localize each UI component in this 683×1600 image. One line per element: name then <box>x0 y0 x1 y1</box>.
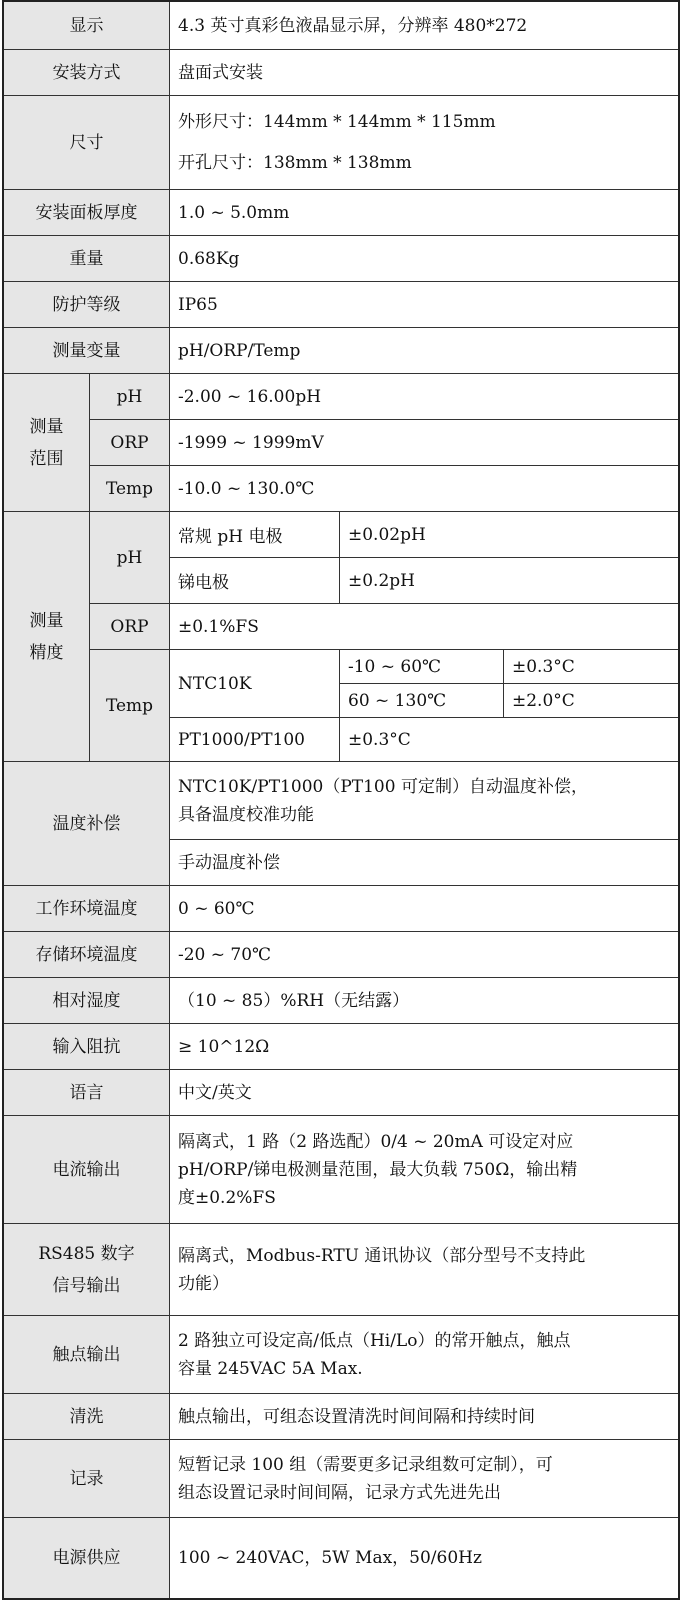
contact-line1: 2 路独立可设定高/低点（Hi/Lo）的常开触点，触点 <box>178 1330 571 1351</box>
row-label-accuracy <box>4 512 90 762</box>
row-label-rs485 <box>4 1224 170 1316</box>
row-value-impedance: ≥ 10^12Ω <box>170 1024 678 1070</box>
accuracy-label-line2: 精度 <box>29 642 64 663</box>
rs485-line2: 功能） <box>178 1273 229 1294</box>
row-label-contact: 触点输出 <box>4 1316 170 1394</box>
accuracy-ntc-value2: ±2.0°C <box>504 684 678 718</box>
tempcomp-line2: 具备温度校准功能 <box>178 804 314 825</box>
accuracy-orp-value: ±0.1%FS <box>170 604 678 650</box>
current-line3: 度±0.2%FS <box>178 1187 276 1208</box>
row-value-weight: 0.68Kg <box>170 236 678 282</box>
contact-line2: 容量 245VAC 5A Max. <box>178 1358 363 1379</box>
row-label-record: 记录 <box>4 1440 170 1518</box>
accuracy-ntc-value1: ±0.3°C <box>504 650 678 684</box>
range-label-line1: 测量 <box>29 416 64 437</box>
row-value-rs485 <box>170 1224 678 1316</box>
row-label-protect: 防护等级 <box>4 282 170 328</box>
rs485-label-line1: RS485 数字 <box>38 1243 135 1264</box>
row-value-tempcomp-auto <box>170 762 678 840</box>
row-label-panel: 安装面板厚度 <box>4 190 170 236</box>
record-line1: 短暂记录 100 组（需要更多记录组数可定制），可 <box>178 1454 553 1475</box>
range-ph-value: -2.00 ~ 16.00pH <box>170 374 678 420</box>
accuracy-ntc-range1: -10 ~ 60℃ <box>340 650 504 684</box>
row-label-tempcomp: 温度补偿 <box>4 762 170 886</box>
row-value-contact <box>170 1316 678 1394</box>
accuracy-ph-row2-value: ±0.2pH <box>340 558 678 604</box>
accuracy-temp-label: Temp <box>90 650 170 762</box>
row-label-clean: 清洗 <box>4 1394 170 1440</box>
row-value-tempcomp-manual: 手动温度补偿 <box>170 840 678 886</box>
current-line2: pH/ORP/锑电极测量范围，最大负载 750Ω，输出精 <box>178 1159 578 1180</box>
accuracy-ph-label: pH <box>90 512 170 604</box>
row-value-language: 中文/英文 <box>170 1070 678 1116</box>
size-cutout: 开孔尺寸：138mm * 138mm <box>178 152 412 173</box>
row-value-store-temp: -20 ~ 70℃ <box>170 932 678 978</box>
row-label-install: 安装方式 <box>4 50 170 96</box>
row-label-humidity: 相对湿度 <box>4 978 170 1024</box>
rs485-line1: 隔离式，Modbus-RTU 通讯协议（部分型号不支持此 <box>178 1245 586 1266</box>
row-value-install: 盘面式安装 <box>170 50 678 96</box>
row-value-display: 4.3 英寸真彩色液晶显示屏，分辨率 480*272 <box>170 2 678 50</box>
accuracy-pt-name: PT1000/PT100 <box>170 718 340 762</box>
row-label-work-temp: 工作环境温度 <box>4 886 170 932</box>
row-label-impedance: 输入阻抗 <box>4 1024 170 1070</box>
row-value-current <box>170 1116 678 1224</box>
accuracy-ph-row2-name: 锑电极 <box>170 558 340 604</box>
row-value-protect: IP65 <box>170 282 678 328</box>
range-label-line2: 范围 <box>29 448 64 469</box>
current-line1: 隔离式，1 路（2 路选配）0/4 ~ 20mA 可设定对应 <box>178 1131 574 1152</box>
row-value-record <box>170 1440 678 1518</box>
row-value-humidity: （10 ~ 85）%RH（无结露） <box>170 978 678 1024</box>
size-outer: 外形尺寸：144mm * 144mm * 115mm <box>178 112 496 133</box>
row-value-work-temp: 0 ~ 60℃ <box>170 886 678 932</box>
range-temp-label: Temp <box>90 466 170 512</box>
range-orp-value: -1999 ~ 1999mV <box>170 420 678 466</box>
row-label-store-temp: 存储环境温度 <box>4 932 170 978</box>
row-label-language: 语言 <box>4 1070 170 1116</box>
row-label-current: 电流输出 <box>4 1116 170 1224</box>
row-label-size: 尺寸 <box>4 96 170 190</box>
range-orp-label: ORP <box>90 420 170 466</box>
row-value-panel: 1.0 ~ 5.0mm <box>170 190 678 236</box>
accuracy-ph-row1-value: ±0.02pH <box>340 512 678 558</box>
accuracy-orp-label: ORP <box>90 604 170 650</box>
spec-table <box>2 0 680 1600</box>
row-label-display: 显示 <box>4 2 170 50</box>
accuracy-ntc-name: NTC10K <box>170 650 340 718</box>
row-value-clean: 触点输出，可组态设置清洗时间间隔和持续时间 <box>170 1394 678 1440</box>
row-label-power: 电源供应 <box>4 1518 170 1598</box>
row-value-size <box>170 96 678 190</box>
accuracy-label-line1: 测量 <box>29 610 64 631</box>
record-line2: 组态设置记录时间间隔，记录方式先进先出 <box>178 1482 501 1503</box>
accuracy-pt-value: ±0.3°C <box>340 718 678 762</box>
row-label-weight: 重量 <box>4 236 170 282</box>
rs485-label-line2: 信号输出 <box>52 1275 121 1296</box>
tempcomp-line1: NTC10K/PT1000（PT100 可定制）自动温度补偿， <box>178 776 588 797</box>
row-label-vars: 测量变量 <box>4 328 170 374</box>
range-ph-label: pH <box>90 374 170 420</box>
accuracy-ph-row1-name: 常规 pH 电极 <box>170 512 340 558</box>
accuracy-ntc-range2: 60 ~ 130℃ <box>340 684 504 718</box>
row-value-vars: pH/ORP/Temp <box>170 328 678 374</box>
row-label-range <box>4 374 90 512</box>
range-temp-value: -10.0 ~ 130.0℃ <box>170 466 678 512</box>
row-value-power: 100 ~ 240VAC，5W Max，50/60Hz <box>178 1548 482 1568</box>
